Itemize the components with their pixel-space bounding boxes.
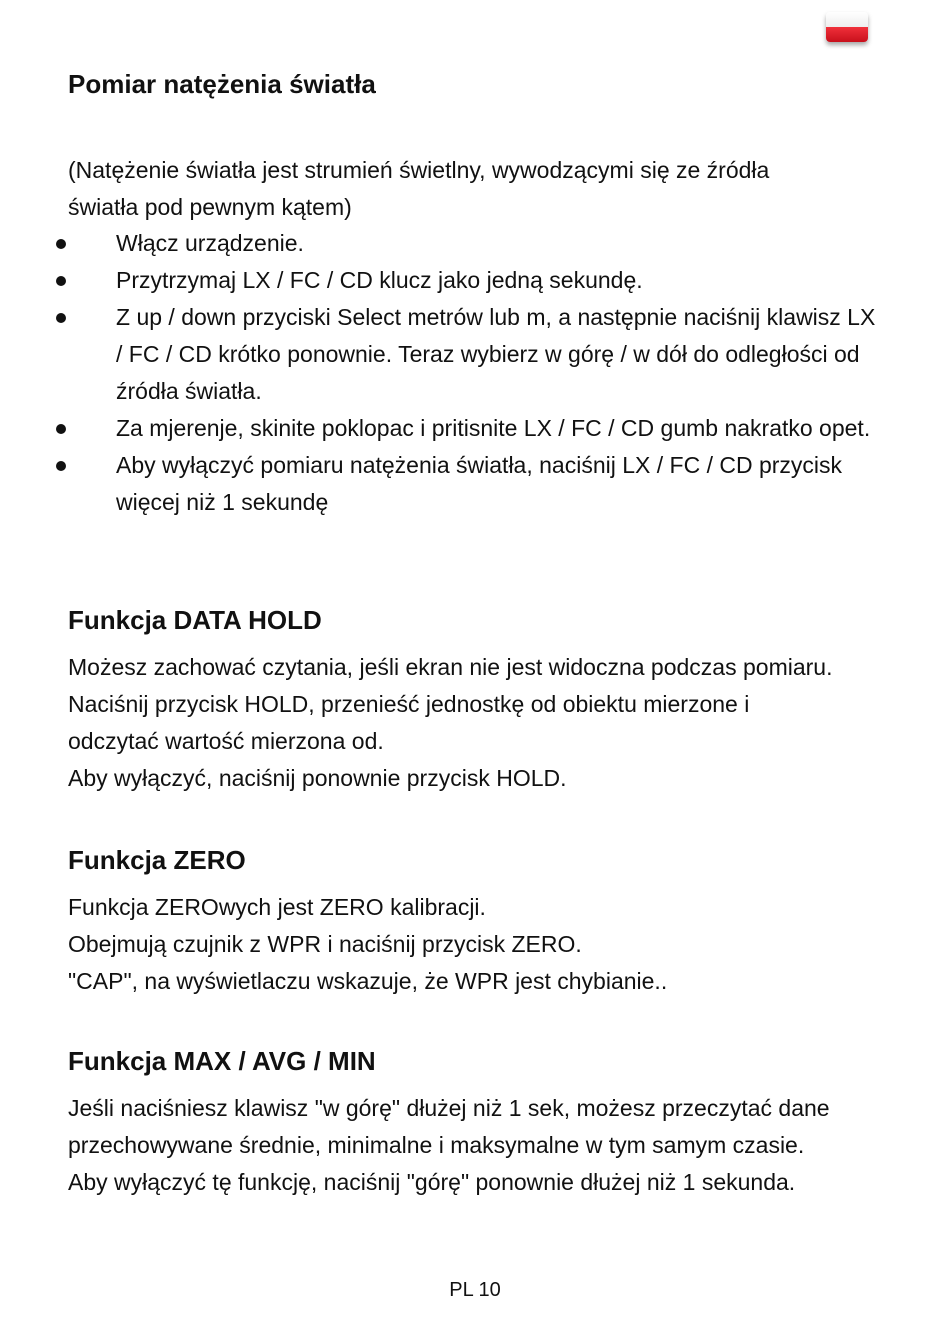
intro-line-2: światła pod pewnym kątem) (68, 194, 352, 220)
data-hold-line-4: Aby wyłączyć, naciśnij ponownie przycisk HOLD. (68, 765, 567, 791)
section-title-max-avg-min: Funkcja MAX / AVG / MIN (68, 1046, 376, 1076)
instruction-list (56, 225, 888, 521)
poland-flag-icon (826, 12, 868, 42)
section-title-light-intensity: Pomiar natężenia światła (68, 69, 376, 99)
data-hold-line-1: Możesz zachować czytania, jeśli ekran nie jest widoczna podczas pomiaru. (68, 654, 833, 680)
zero-line-1: Funkcja ZEROwych jest ZERO kalibracji. (68, 894, 486, 920)
list-item: Przytrzymaj LX / FC / CD klucz jako jedną sekundę. (56, 262, 888, 299)
list-item: Włącz urządzenie. (56, 225, 888, 262)
max-avg-min-line-3: Aby wyłączyć tę funkcję, naciśnij "górę" ponownie dłużej niż 1 sekunda. (68, 1169, 796, 1195)
data-hold-line-3: odczytać wartość mierzona od. (68, 728, 384, 754)
flag-red-stripe (826, 27, 868, 42)
zero-line-2: Obejmują czujnik z WPR i naciśnij przycisk ZERO. (68, 931, 582, 957)
flag-white-stripe (826, 12, 868, 27)
page-number: PL 10 (449, 1279, 501, 1301)
max-avg-min-line-2: przechowywane średnie, minimalne i maksymalne w tym samym czasie. (68, 1132, 805, 1158)
data-hold-line-2: Naciśnij przycisk HOLD, przenieść jednostkę od obiektu mierzone i (68, 691, 750, 717)
list-item: Za mjerenje, skinite poklopac i pritisnite LX / FC / CD gumb nakratko opet. (56, 410, 888, 447)
intro-line-1: (Natężenie światła jest strumień świetlny, wywodzącymi się ze źródła (68, 157, 770, 183)
max-avg-min-line-1: Jeśli naciśniesz klawisz "w górę" dłużej niż 1 sek, możesz przeczytać dane (68, 1095, 830, 1121)
section-title-data-hold: Funkcja DATA HOLD (68, 605, 322, 635)
list-item: Aby wyłączyć pomiaru natężenia światła, naciśnij LX / FC / CD przycisk więcej niż 1 sekundę (56, 447, 888, 521)
list-item: Z up / down przyciski Select metrów lub m, a następnie naciśnij klawisz LX / FC / CD krótko ponownie. Teraz wybierz w górę / w dół do odległości od źródła światła. (56, 299, 888, 410)
section-title-zero: Funkcja ZERO (68, 845, 246, 875)
zero-line-3: "CAP", na wyświetlaczu wskazuje, że WPR jest chybianie.. (68, 968, 668, 994)
